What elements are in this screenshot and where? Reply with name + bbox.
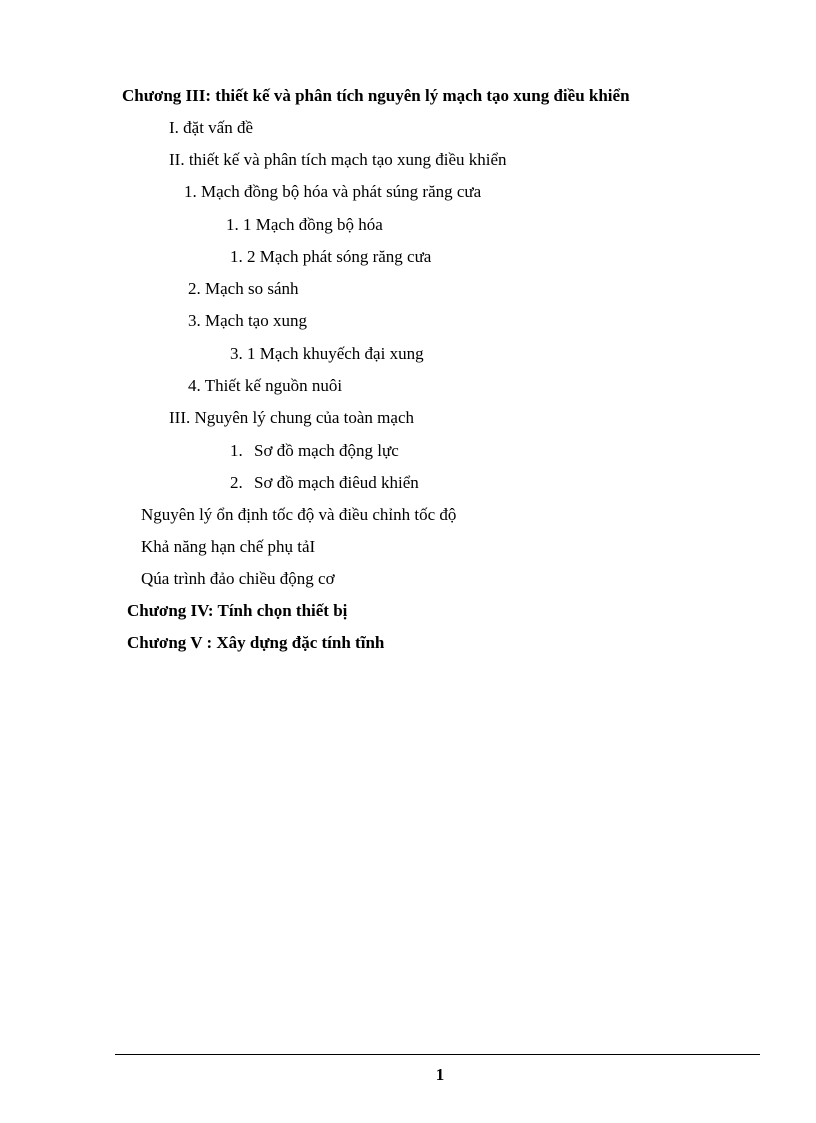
toc-section-2: II. thiết kế và phân tích mạch tạo xung điều khiển (169, 150, 507, 169)
toc-subsection-1-1: 1. 1 Mạch đồng bộ hóa (226, 215, 383, 234)
list-text: Sơ đồ mạch điêud khiển (254, 473, 419, 492)
toc-subsection-1: 1. Mạch đồng bộ hóa và phát súng răng cưa (184, 182, 482, 201)
footer-rule (115, 1054, 760, 1055)
toc-subsection-3-1: 3. 1 Mạch khuyếch đại xung (230, 344, 424, 363)
toc-list-item-1 (230, 441, 399, 461)
toc-chapter-5: Chương V : Xây dựng đặc tính tĩnh (127, 633, 385, 652)
page-number: 1 (435, 1065, 445, 1084)
list-text: Sơ đồ mạch động lực (254, 441, 399, 460)
toc-subsection-4: 4. Thiết kế nguồn nuôi (188, 376, 343, 395)
toc-chapter-4: Chương IV: Tính chọn thiết bị (127, 601, 348, 620)
list-number: 2. (230, 473, 243, 492)
toc-item-speed-control: Nguyên lý ổn định tốc độ và điều chỉnh tốc độ (141, 505, 457, 524)
toc-subsection-2: 2. Mạch so sánh (188, 279, 299, 298)
toc-subsection-1-2: 1. 2 Mạch phát sóng răng cưa (230, 247, 432, 266)
toc-item-load-limit: Khả năng hạn chế phụ tảI (141, 537, 316, 556)
list-number: 1. (230, 441, 243, 460)
toc-chapter-3: Chương III: thiết kế và phân tích nguyên lý mạch tạo xung điều khiển (122, 86, 630, 105)
toc-section-1: I. đặt vấn đề (169, 118, 254, 137)
toc-list-item-2 (230, 473, 419, 493)
toc-item-motor-reversal: Qúa trình đảo chiều động cơ (141, 569, 335, 588)
toc-subsection-3: 3. Mạch tạo xung (188, 311, 307, 330)
toc-section-3: III. Nguyên lý chung của toàn mạch (169, 408, 414, 427)
